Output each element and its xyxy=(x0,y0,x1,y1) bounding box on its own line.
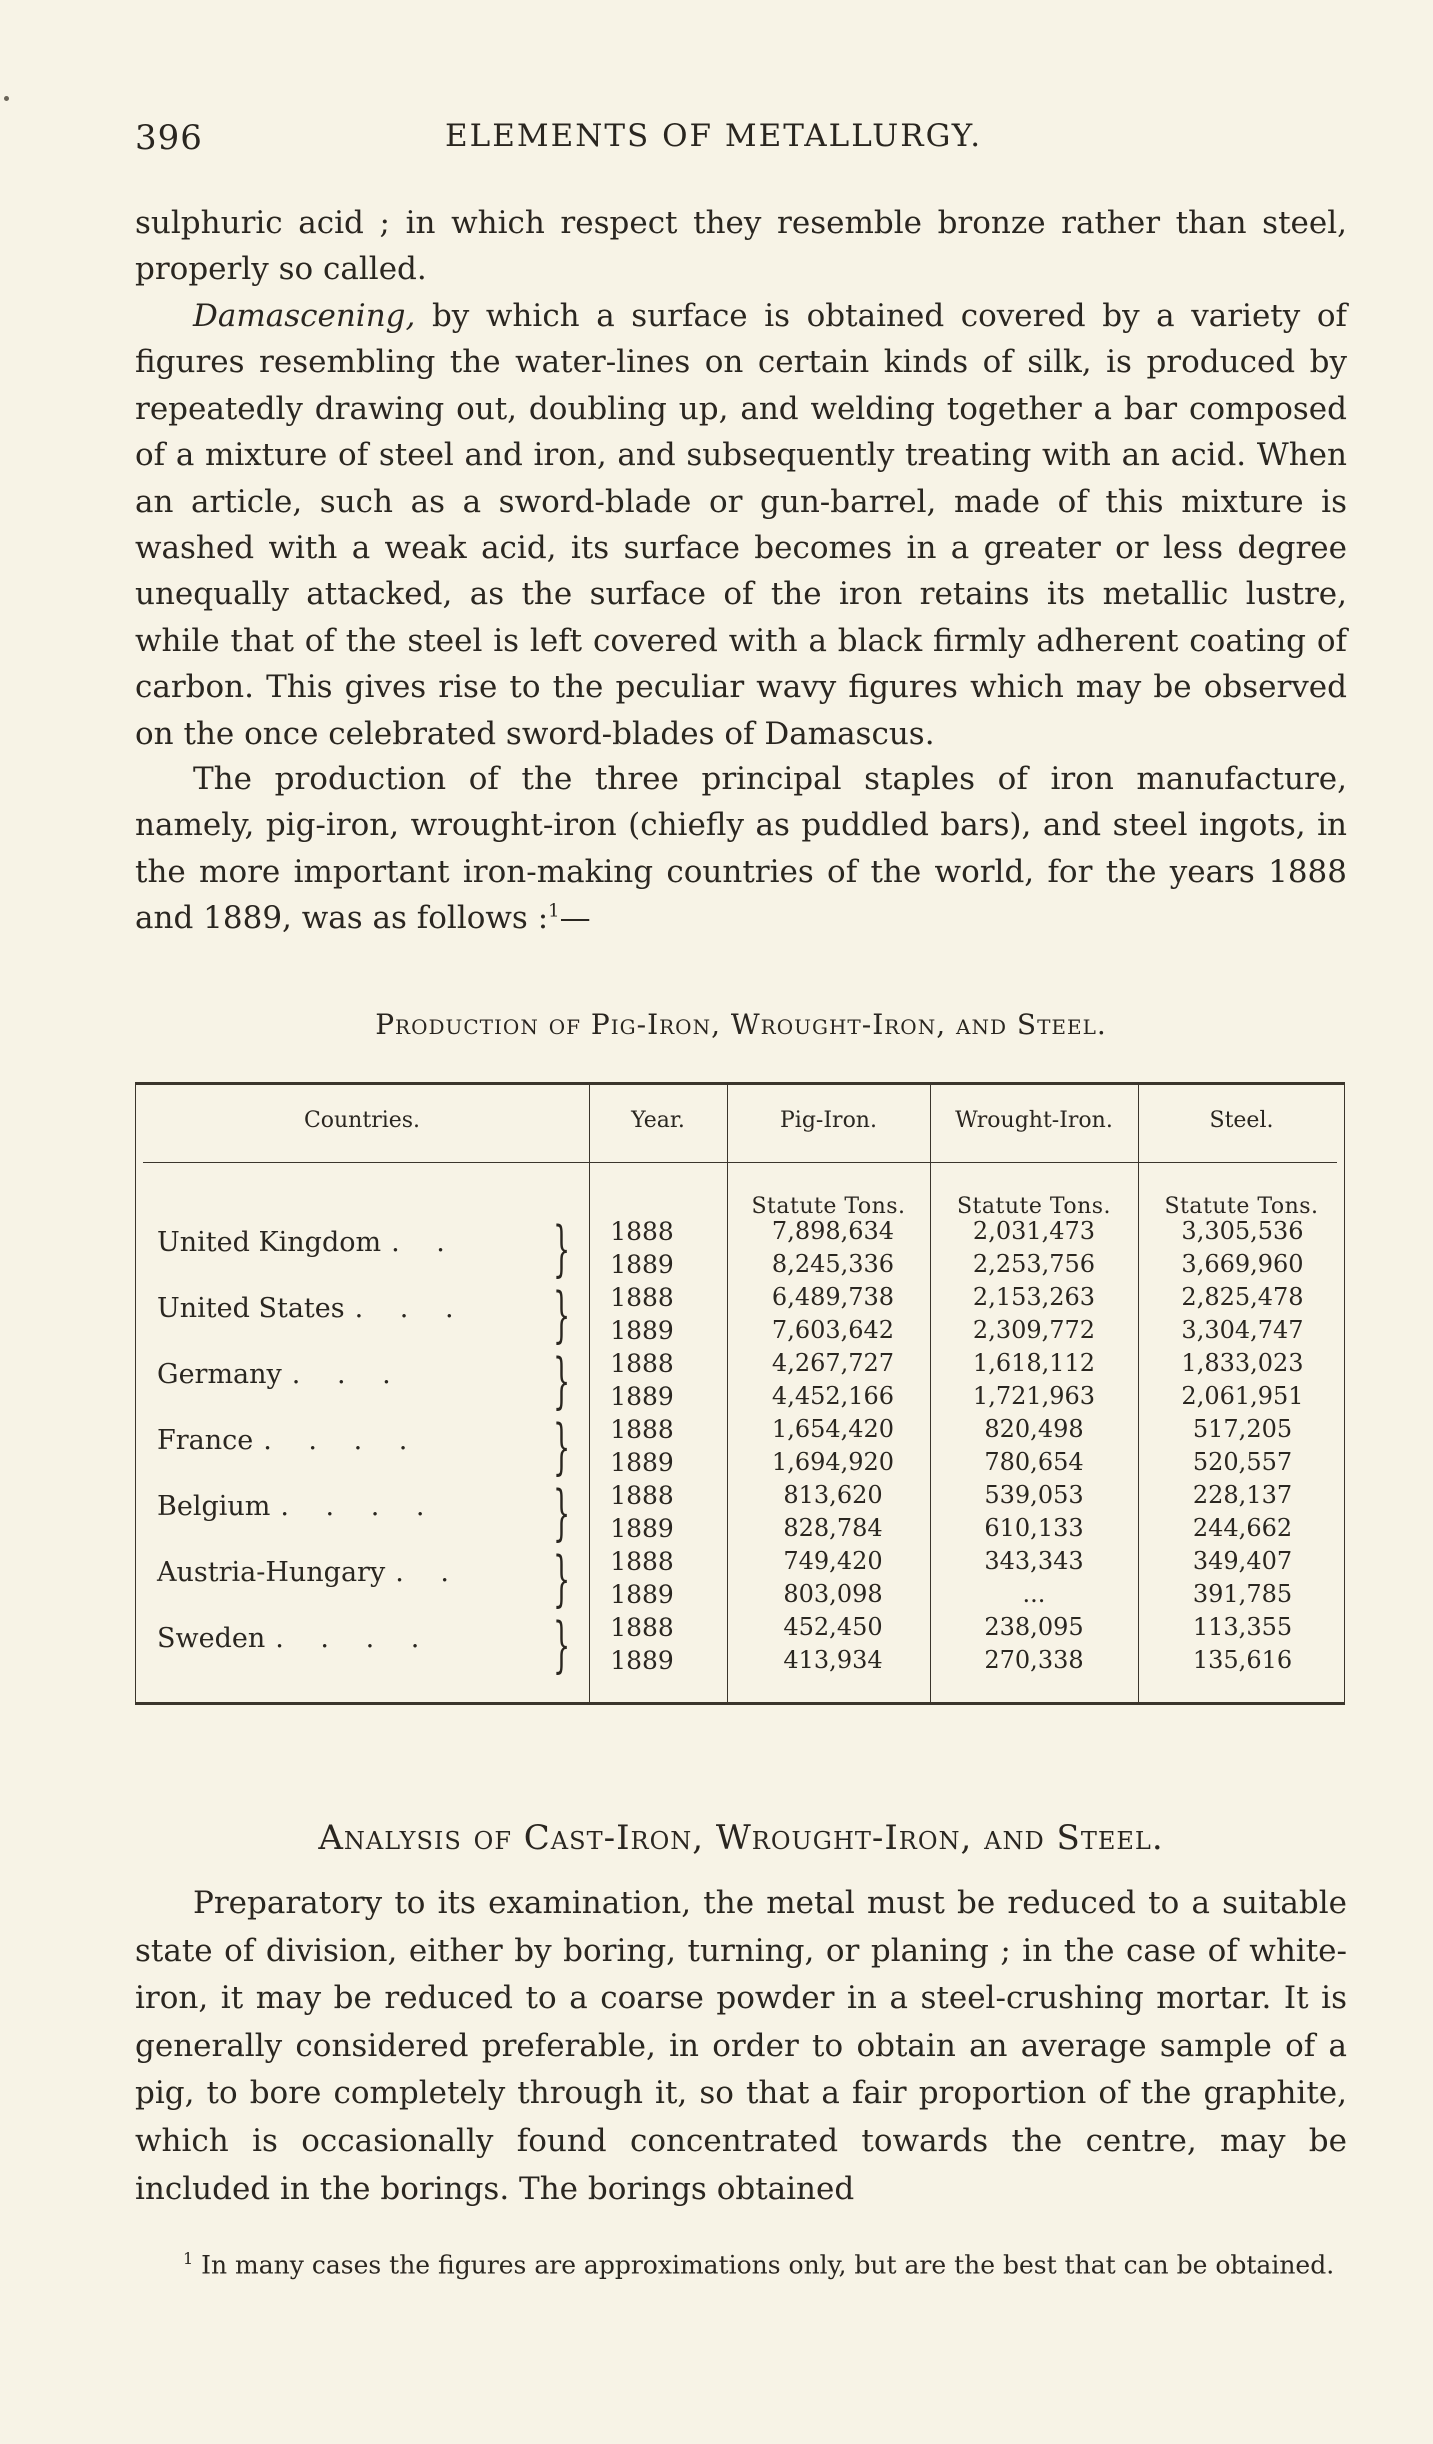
column-divider xyxy=(1138,1085,1139,1702)
brace-mark: } xyxy=(553,1214,571,1284)
leader-dots: . . . xyxy=(354,1293,468,1324)
wrought-iron-cell: 820,498 xyxy=(984,1415,1084,1443)
footnote-text: In many cases the figures are approximations only, but are the best that can be obtained. xyxy=(193,2250,1335,2280)
steel-cell: 349,407 xyxy=(1192,1547,1293,1575)
year-cell: 1888 xyxy=(610,1217,674,1246)
steel-cell: 520,557 xyxy=(1192,1448,1293,1476)
steel-cell: 3,304,747 xyxy=(1181,1316,1304,1344)
footnote xyxy=(135,2242,1347,2282)
pig-iron-cell: 1,694,920 xyxy=(771,1448,895,1476)
year-cell: 1889 xyxy=(610,1382,674,1411)
country-label: Germany xyxy=(157,1359,282,1390)
leader-dots: . . xyxy=(391,1227,459,1258)
country-label: Sweden xyxy=(157,1623,266,1654)
country-label: United Kingdom xyxy=(157,1227,382,1258)
damascening-term: Damascening, xyxy=(193,298,416,334)
header-countries: Countries. xyxy=(303,1108,421,1133)
steel-cell: 3,305,536 xyxy=(1181,1217,1304,1245)
pig-iron-cell: 749,420 xyxy=(783,1547,883,1575)
wrought-iron-cell: 780,654 xyxy=(984,1448,1084,1476)
paragraph-continued: sulphuric acid ; in which respect they resemble bronze rather than steel, properly so called. xyxy=(135,205,1347,288)
steel-cell: 3,669,960 xyxy=(1181,1250,1304,1278)
page-number: 396 xyxy=(135,118,203,158)
column-divider xyxy=(727,1085,728,1702)
header-steel: Steel. xyxy=(1209,1108,1274,1133)
wrought-iron-cell: 2,309,772 xyxy=(972,1316,1096,1344)
pig-iron-cell: 1,654,420 xyxy=(771,1415,895,1443)
wrought-iron-cell: 1,618,112 xyxy=(972,1349,1096,1377)
running-head xyxy=(135,118,1350,168)
country-name xyxy=(157,1491,438,1522)
paragraph-preparation: Preparatory to its examination, the metal must be reduced to a suitable state of division, either by boring, turning, or planing ; in the case of white-iron, it may be reduced to a coarse powder in a steel-crushing mortar. It is generally considered preferable, in order to obtain an average sample of a pig, to bore completely through it, so that a fair proportion of the graphite, which is occasionally found concentrated towards the centre, may be included in the borings. The borings obtained xyxy=(135,1885,1347,2207)
steel-cell: 135,616 xyxy=(1192,1646,1293,1674)
country-label: France xyxy=(157,1425,254,1456)
steel-cell: 2,825,478 xyxy=(1181,1283,1304,1311)
leader-dots: . . . . xyxy=(263,1425,422,1456)
brace-mark: } xyxy=(553,1346,571,1416)
leader-dots: . . . . xyxy=(275,1623,434,1654)
paragraph-production xyxy=(135,756,1347,942)
section-heading: Analysis of Cast-Iron, Wrought-Iron, and Steel. xyxy=(318,1818,1164,1858)
pig-iron-cell: 4,452,166 xyxy=(771,1382,895,1410)
pig-iron-cell: 7,898,634 xyxy=(771,1217,895,1245)
pig-iron-cell: 6,489,738 xyxy=(771,1283,895,1311)
table-top-rule xyxy=(135,1082,1345,1085)
year-cell: 1889 xyxy=(610,1514,674,1543)
leader-dots: . . xyxy=(395,1557,463,1588)
leader-dots: . . . . xyxy=(280,1491,439,1522)
country-name xyxy=(157,1293,468,1324)
pig-iron-cell: 813,620 xyxy=(783,1481,883,1509)
country-name xyxy=(157,1425,421,1456)
pig-iron-cell: 828,784 xyxy=(783,1514,883,1542)
country-name xyxy=(157,1359,405,1390)
steel-cell: 244,662 xyxy=(1192,1514,1293,1542)
steel-cell: 113,355 xyxy=(1192,1613,1293,1641)
print-speck xyxy=(4,96,9,101)
steel-cell: 1,833,023 xyxy=(1181,1349,1304,1377)
wrought-iron-cell: 343,343 xyxy=(984,1547,1084,1575)
brace-mark: } xyxy=(553,1280,571,1350)
steel-cell: 2,061,951 xyxy=(1181,1382,1304,1410)
table-left-border xyxy=(135,1085,136,1702)
brace-mark: } xyxy=(553,1478,571,1548)
steel-cell: 391,785 xyxy=(1192,1580,1293,1608)
year-cell: 1888 xyxy=(610,1481,674,1510)
unit-pig-iron: Statute Tons. xyxy=(751,1194,906,1219)
wrought-iron-cell: ... xyxy=(1022,1580,1046,1608)
pig-iron-cell: 8,245,336 xyxy=(771,1250,895,1278)
production-dash: — xyxy=(559,900,591,937)
production-text: The production of the three principal staples of iron manufacture, namely, pig-iron, wrought-iron (chiefly as puddled bars), and steel ingots, in the more important iron-making countries of the world, for the years 1888 and 1889, was as follows : xyxy=(135,761,1347,937)
country-label: Austria-Hungary xyxy=(157,1557,386,1588)
country-name xyxy=(157,1623,433,1654)
wrought-iron-cell: 2,031,473 xyxy=(972,1217,1096,1245)
wrought-iron-cell: 270,338 xyxy=(984,1646,1084,1674)
year-cell: 1888 xyxy=(610,1547,674,1576)
pig-iron-cell: 803,098 xyxy=(783,1580,883,1608)
brace-mark: } xyxy=(553,1412,571,1482)
year-cell: 1888 xyxy=(610,1349,674,1378)
table-bottom-rule xyxy=(135,1702,1345,1705)
country-label: Belgium xyxy=(157,1491,271,1522)
pig-iron-cell: 7,603,642 xyxy=(771,1316,895,1344)
wrought-iron-cell: 2,153,263 xyxy=(972,1283,1096,1311)
wrought-iron-cell: 610,133 xyxy=(984,1514,1084,1542)
wrought-iron-cell: 2,253,756 xyxy=(972,1250,1096,1278)
footnote-reference: 1 xyxy=(548,900,560,922)
country-name xyxy=(157,1557,463,1588)
wrought-iron-cell: 238,095 xyxy=(984,1613,1084,1641)
steel-cell: 517,205 xyxy=(1192,1415,1293,1443)
footnote-number: 1 xyxy=(183,2249,194,2268)
country-name xyxy=(157,1227,459,1258)
brace-mark: } xyxy=(553,1610,571,1680)
leader-dots: . . . xyxy=(291,1359,405,1390)
paragraph-damascening xyxy=(135,293,1347,757)
year-cell: 1889 xyxy=(610,1448,674,1477)
header-wrought-iron: Wrought-Iron. xyxy=(955,1108,1113,1133)
pig-iron-cell: 4,267,727 xyxy=(771,1349,895,1377)
wrought-iron-cell: 539,053 xyxy=(984,1481,1084,1509)
year-cell: 1889 xyxy=(610,1646,674,1675)
year-cell: 1889 xyxy=(610,1316,674,1345)
header-pig-iron: Pig-Iron. xyxy=(780,1108,877,1133)
year-cell: 1888 xyxy=(610,1283,674,1312)
table-header-rule xyxy=(143,1162,1337,1163)
pig-iron-cell: 452,450 xyxy=(783,1613,883,1641)
country-label: United States xyxy=(157,1293,345,1324)
production-table xyxy=(135,1082,1345,1704)
unit-wrought-iron: Statute Tons. xyxy=(956,1194,1112,1219)
damascening-text: by which a surface is obtained covered by a variety of figures resembling the water-lines on certain kinds of silk, is produced by repeatedly drawing out, doubling up, and welding together a bar composed of a mixture of steel and iron, and subsequently treating with an acid. When an article, such as a sword-blade or gun-barrel, made of this mixture is washed with a weak acid, its surface becomes in a greater or less degree unequally attacked, as the surface of the iron retains its metallic lustre, while that of the steel is left covered with a black firmly adherent coating of carbon. This gives rise to the peculiar wavy figures which may be observed on the once celebrated sword-blades of Damascus. xyxy=(135,298,1347,752)
book-title: ELEMENTS OF METALLURGY. xyxy=(445,118,983,154)
unit-steel: Statute Tons. xyxy=(1164,1194,1319,1219)
year-cell: 1889 xyxy=(610,1250,674,1279)
header-year: Year. xyxy=(631,1108,685,1133)
steel-cell: 228,137 xyxy=(1192,1481,1293,1509)
year-cell: 1888 xyxy=(610,1415,674,1444)
wrought-iron-cell: 1,721,963 xyxy=(972,1382,1096,1410)
year-cell: 1889 xyxy=(610,1580,674,1609)
table-title: Production of Pig-Iron, Wrought-Iron, and Steel. xyxy=(375,1008,1107,1041)
year-cell: 1888 xyxy=(610,1613,674,1642)
pig-iron-cell: 413,934 xyxy=(783,1646,883,1674)
brace-mark: } xyxy=(553,1544,571,1614)
